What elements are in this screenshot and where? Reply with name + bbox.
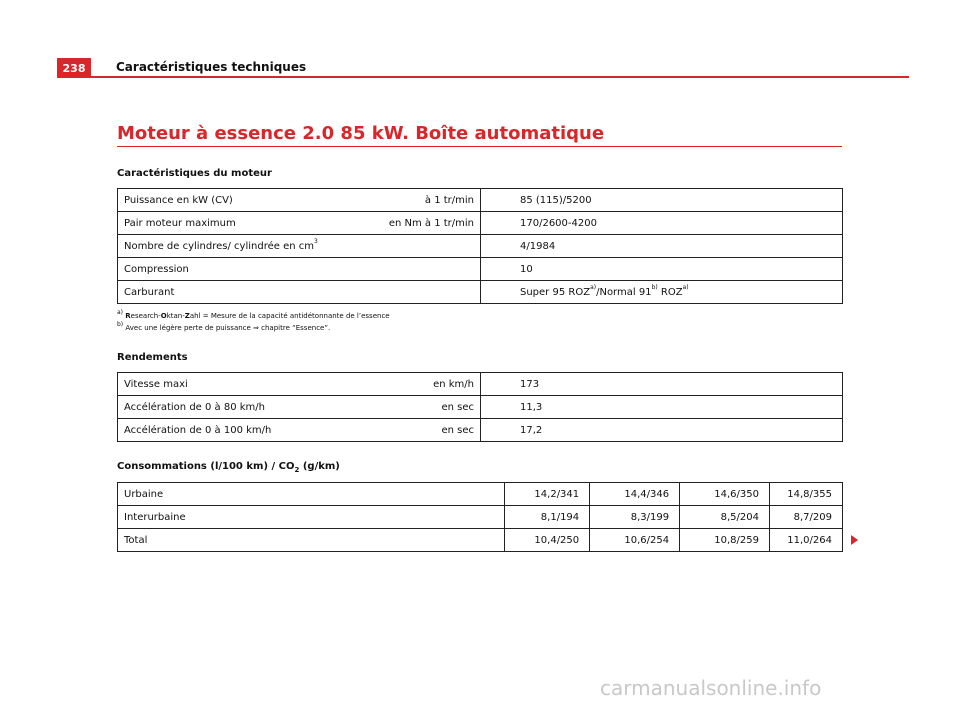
row-value: 8,3/199: [590, 506, 680, 529]
page-number: 238: [62, 61, 86, 75]
row-value: 14,6/350: [680, 483, 770, 506]
row-unit: [370, 258, 481, 281]
table-row: [118, 212, 843, 235]
header-divider: [91, 76, 909, 78]
row-label: Accélération de 0 à 100 km/h: [118, 419, 371, 442]
table-row: [118, 235, 843, 258]
table-row: [118, 483, 843, 506]
row-unit: à 1 tr/min: [370, 189, 481, 212]
footnote-mark: b): [117, 320, 124, 328]
table-row: [118, 258, 843, 281]
table-row: [118, 189, 843, 212]
footnotes: [117, 310, 390, 334]
table-row: [118, 529, 843, 552]
row-value: 8,7/209: [770, 506, 843, 529]
footnote-ref: a): [682, 284, 689, 292]
page-number-badge: [57, 58, 91, 78]
superscript-3: 3: [314, 238, 318, 246]
consumption-table: [117, 482, 843, 552]
footnote-a: [117, 310, 390, 322]
row-value: 10,8/259: [680, 529, 770, 552]
row-unit: en Nm à 1 tr/min: [370, 212, 481, 235]
subscript-2: 2: [294, 466, 300, 474]
row-label: Pair moteur maximum: [118, 212, 371, 235]
row-unit: [370, 235, 481, 258]
table-row: [118, 281, 843, 304]
footnote-b: [117, 322, 390, 334]
row-label: Carburant: [118, 281, 371, 304]
footnote-bold: R: [125, 312, 131, 320]
row-value: 85 (115)/5200: [481, 189, 843, 212]
row-value: 10,6/254: [590, 529, 680, 552]
engine-table: [117, 188, 843, 304]
row-label: Urbaine: [118, 483, 505, 506]
row-value: 173: [481, 373, 843, 396]
footnote-bold: Z: [184, 312, 190, 320]
footnote-text: ktan-: [166, 312, 185, 320]
row-value: 10: [481, 258, 843, 281]
title-underline: [117, 146, 842, 147]
row-value: 14,4/346: [590, 483, 680, 506]
table-row: [118, 419, 843, 442]
row-label-cell: [118, 235, 371, 258]
performance-heading: Rendements: [117, 352, 188, 363]
row-value: 17,2: [481, 419, 843, 442]
header-title: Caractéristiques techniques: [116, 60, 307, 74]
fuel-part: /Normal 91: [596, 286, 652, 298]
row-label: Nombre de cylindres/ cylindrée en cm: [124, 240, 314, 252]
row-unit: en sec: [370, 396, 481, 419]
footnote-ref: a): [590, 284, 597, 292]
row-label: Puissance en kW (CV): [118, 189, 371, 212]
row-value: 4/1984: [481, 235, 843, 258]
row-value: 8,5/204: [680, 506, 770, 529]
footnote-mark: a): [117, 308, 124, 316]
row-label: Interurbaine: [118, 506, 505, 529]
row-value: 170/2600-4200: [481, 212, 843, 235]
engine-heading: Caractéristiques du moteur: [117, 168, 272, 179]
heading-text: Consommations (l/100 km) / CO: [117, 461, 295, 472]
fuel-value: [481, 281, 843, 304]
page-title: Moteur à essence 2.0 85 kW. Boîte automatique: [117, 123, 605, 144]
table-row: [118, 396, 843, 419]
row-unit: [370, 281, 481, 304]
row-unit: en km/h: [370, 373, 481, 396]
consumption-heading: [117, 461, 340, 474]
row-value: 8,1/194: [505, 506, 590, 529]
row-label: Vitesse maxi: [118, 373, 371, 396]
row-label: Accélération de 0 à 80 km/h: [118, 396, 371, 419]
heading-text: (g/km): [299, 461, 340, 472]
row-label: Total: [118, 529, 505, 552]
table-row: [118, 506, 843, 529]
row-value: 14,8/355: [770, 483, 843, 506]
performance-table: [117, 372, 843, 442]
footnote-bold: O: [160, 312, 167, 320]
row-value: 11,0/264: [770, 529, 843, 552]
footnote-text: Avec une légère perte de puissance ⇒ chapitre “Essence”.: [125, 324, 331, 332]
footnote-ref: b): [651, 284, 658, 292]
fuel-part: ROZ: [657, 286, 683, 298]
table-row: [118, 373, 843, 396]
fuel-part: Super 95 ROZ: [520, 286, 591, 298]
watermark: carmanualsonline.info: [600, 676, 822, 700]
row-label: Compression: [118, 258, 371, 281]
footnote-text: esearch-: [130, 312, 161, 320]
continue-arrow-icon: [851, 535, 858, 545]
row-value: 11,3: [481, 396, 843, 419]
row-unit: en sec: [370, 419, 481, 442]
footnote-text: ahl = Mesure de la capacité antidétonnante de l’essence: [189, 312, 390, 320]
row-value: 10,4/250: [505, 529, 590, 552]
row-value: 14,2/341: [505, 483, 590, 506]
